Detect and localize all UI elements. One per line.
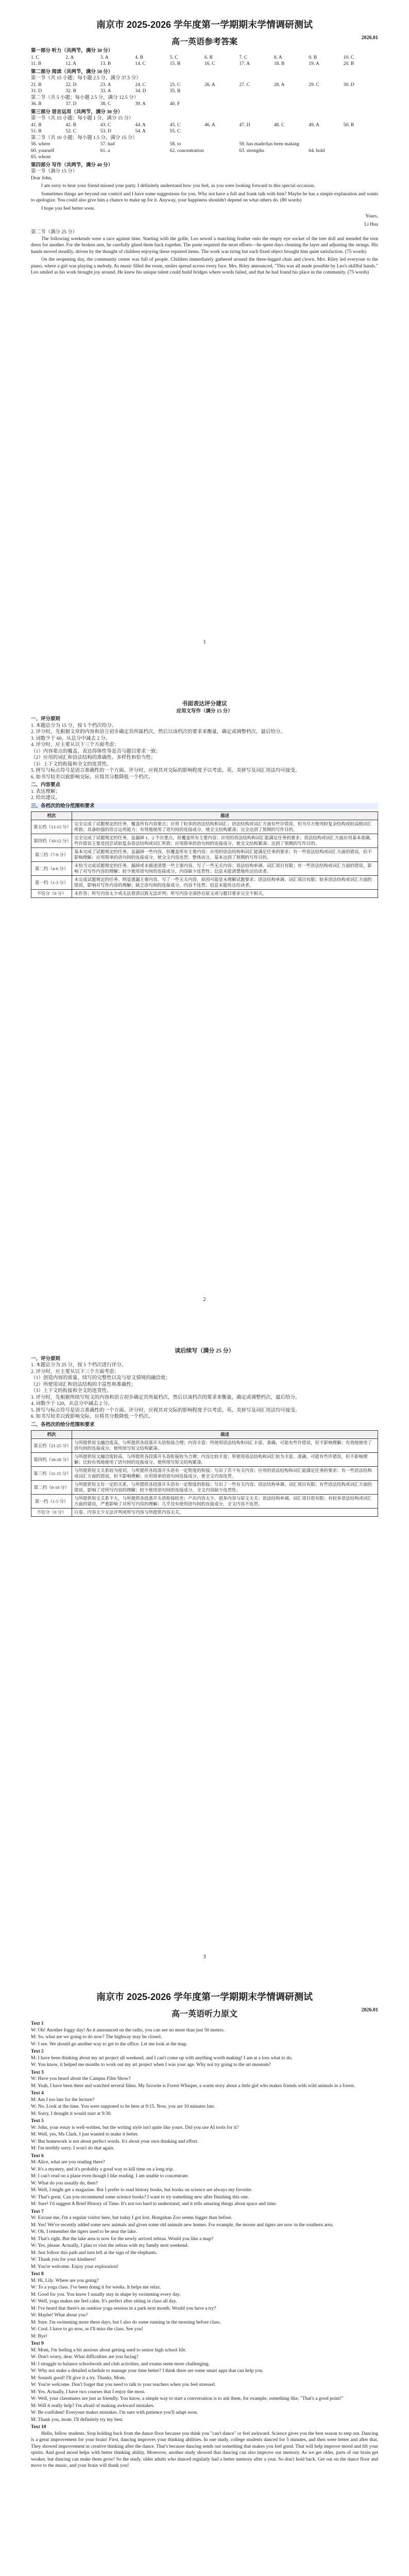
script-line: M: Just follow this path and turn left at the sign of the elephants. <box>31 2250 158 2256</box>
part3-answers-b <box>31 141 378 161</box>
level-cell: 第三档（11-15 分） <box>31 1467 72 1481</box>
script-line: W: No. Look at the time. You were supposed to be here at 9:15. Now, you are 10 minutes late. <box>31 2104 215 2109</box>
script-line: W: I see. We should go another way to get to the office. Let me look at the map. <box>31 2041 188 2047</box>
answer-item: 33. A <box>100 89 111 94</box>
script-text-3 <box>31 2070 378 2090</box>
answer-item: 2. A <box>65 55 74 60</box>
script-line: M: You're welcome. Enjoy your exploration! <box>31 2264 119 2269</box>
table-header-row <box>31 812 378 820</box>
rule-line: （3）上下文的衔接和全文的连贯性。 <box>31 761 112 767</box>
script-line: W: Oh, I remember the tigers used to be near the lake. <box>31 2229 137 2234</box>
script-line: W: Why not make a detailed schedule to manage your time better? I think there are some smart apps that can help you. <box>31 2368 264 2374</box>
answer-item: 62. concentration <box>169 148 204 154</box>
answer-item: 35. B <box>169 89 181 94</box>
table-row <box>31 1453 378 1467</box>
text-label: Text 4 <box>31 2091 44 2096</box>
answer-item: 18. B <box>274 61 285 66</box>
answer-item: 6. B <box>204 55 213 60</box>
part2-answers-a <box>31 82 378 95</box>
exam-date: 2026.01 <box>361 2007 378 2013</box>
desc-cell: 基本完成了试题规定的任务。虽漏掉一些内容，但覆盖所有主要内容；应用的语法结构和词汇能满足任务的要求；有一些语法结构或词汇方面的错误，但不影响理解；应用简单的语句间的连接成分，使全文内容连贯；整体而言，基本达到了预期的写作目的。 <box>72 848 378 862</box>
text-label: Text 8 <box>31 2272 44 2277</box>
text-label: Text 2 <box>31 2049 44 2054</box>
answer-item: 51. B <box>31 129 42 134</box>
part1-answers <box>31 55 378 67</box>
page-1 <box>0 0 409 657</box>
listening-title: 高一英语听力原文 <box>171 2010 237 2019</box>
answer-item: 32. B <box>65 89 76 94</box>
text-label: Text 9 <box>31 2341 44 2346</box>
answer-item: 26. A <box>204 82 215 88</box>
script-line: M: I can't read on a plane even though I like reading. I am unable to concentrate. <box>31 2174 189 2179</box>
letter-paragraph: I am sorry to hear your friend missed your party. I definitely understand how you feel, as you were looking forward to this special occasion. <box>41 183 315 189</box>
table-row <box>31 1495 378 1509</box>
listening-header <box>31 1990 378 2019</box>
level-cell: 第五档（13-15 分） <box>31 820 72 834</box>
script-line: W: Thank you for your kindness! <box>31 2257 96 2262</box>
part2-title: 第二部分 阅读（共两节，满分 50 分） <box>31 69 113 75</box>
script-line: W: Oh! Another foggy day! As it announced on the radio, you can see no more than just 50 meters. <box>31 2027 225 2033</box>
rubric-table <box>31 1430 378 1517</box>
script-text-5 <box>31 2118 378 2152</box>
part3-section2: 第二节（共 10 小题；每小题 1.5 分，满分 15 分） <box>31 135 138 141</box>
rule-line: 5. 拼写与标点符号是语言准确性的一个方面。评分时，应视其对交际的影响程度予以考虑。英、美拼写及词汇用法均可接受。 <box>31 1408 300 1413</box>
desc-cell: 与所提供短文关系不大，与所提供各段落开头语衔接较差；产出内容太少，很多内容与原文无关；语法结构单调、词汇项目很有限；有较多语法结构或词汇方面的错误，严重影响了对所写内容的理解；几乎没有使用语句间的连接成分，全文内容不连贯。 <box>72 1495 378 1509</box>
script-line: M: Yeah, I have been there and watched several films. My favorite is Forest Whisper, a warm story about a little girl who makes friends with wild animals in a forest. <box>31 2083 355 2089</box>
script-line: M: Yes. Actually, I have two courses that I enjoy the most. <box>31 2389 145 2395</box>
rule-line: （1）创造内容的质量、续写的完整性以及与原文情境的融洽度； <box>31 1376 171 1381</box>
rule-line: 4. 评分时，应主要从以下三个方面考虑： <box>31 742 120 748</box>
script-line: M: Am I too late for the lecture? <box>31 2097 95 2103</box>
script-line: M: So, what are we going to do now? The highway may be closed. <box>31 2035 162 2040</box>
script-line: M: Sure! I'd suggest A Brief History of Time. It's not too hard to understand, and it tells amazing things about space and time. <box>31 2201 277 2207</box>
part2-answers-b <box>31 101 378 108</box>
part3-title: 第三部分 语言运用（共两节，满分 30 分） <box>31 109 123 115</box>
level-cell: 不给分（0 分） <box>31 890 72 898</box>
script-text-1 <box>31 2021 378 2047</box>
answer-item: 10. C <box>343 55 354 60</box>
rule-line: 6. 如书写较差以致影响交际，应将其分数降低一个档次。 <box>31 774 154 780</box>
table-row <box>31 1439 378 1453</box>
points-heading: 二、内容要点 <box>31 783 61 788</box>
scoring-title: 读后续写（满分 25 分） <box>175 1348 234 1354</box>
script-line: W: It's a mystery, and it's probably a good way to kill time on a long trip. <box>31 2166 174 2172</box>
desc-cell: 未恰当完成试题规定的任务。漏掉或未描述清楚一些主要内容，写了一些无关内容；语法结构单调、词汇项目有限；有一些语法结构或词汇方面的错误，影响了对写作内容的理解；较少使用语句间的连接成分，内容缺少连贯性；信息未能清楚地传达给读者。 <box>72 862 378 876</box>
answer-item: 61. a <box>100 148 110 154</box>
level-cell: 第四档（10-12 分） <box>31 834 72 848</box>
page-number: 3 <box>203 1954 206 1960</box>
script-line: M: Alice, what are you reading there? <box>31 2160 105 2165</box>
script-line: W: Maybe! What about you? <box>31 2313 88 2318</box>
script-line: W: Have you heard about the Campus Film Show? <box>31 2076 131 2081</box>
text-label: Text 6 <box>31 2153 44 2159</box>
table-row <box>31 890 378 898</box>
answer-key <box>31 46 378 278</box>
table-row <box>31 862 378 876</box>
answer-item: 49. A <box>309 122 319 128</box>
script-line: W: Yes, please. Actually, I plan to visit the zebras with my family next weekend. <box>31 2243 189 2248</box>
part1-title: 第一部分 听力（共两节，满分 30 分） <box>31 48 113 54</box>
rule-line: 3. 评分时，先根据所续写短文的内容和语言初步确定其所属档次，然后以该档次的要求来衡量，确定或调整档次，最后给分。 <box>31 1395 300 1400</box>
answer-item: 22. D <box>65 82 77 88</box>
page-number: 2 <box>203 1296 206 1302</box>
answer-item: 24. C <box>135 82 146 88</box>
script-text-4 <box>31 2090 378 2117</box>
level-cell: 第二档（6-10 分） <box>31 1481 72 1495</box>
answer-item: 21. B <box>31 82 42 88</box>
table-header-row <box>31 1431 378 1439</box>
script-line: W: Well, yoga makes me feel calm. It's perfect after sitting in class all day. <box>31 2299 177 2304</box>
part4-section2: 第二节（满分 25 分） <box>31 230 78 235</box>
script-line: Hello, fellow students. Stop holding back from the dance floor because you think you "can't dance" or feel awkward. Science gives you the best reason to step out. Dancing is a great improvement for your brain! First, dancing improves your thinking abilities. In one study, college students danced for 5 minutes, and then were better and after that. They showed improvement in creative thinking after the dance. That's because dancing sends out something that makes you feel good. That will help improve mood and lift your spirits. And good mood helps with better thinking ability. Moreover, another study showed that dancing can also improve our memory. As we get older, parts of our brain get weaker, but dancing can make them grow! So the study, older adults who danced regularly had a better memory after a year. So don't hold back. Get out on the dance floor and move to the music, and your brain will thank you! <box>31 2431 378 2468</box>
answer-item: 16. C <box>204 61 215 66</box>
rule-line: （2）所使用词汇和语法结构的丰富性和准确性； <box>31 1382 137 1387</box>
answer-item: 14. C <box>135 61 146 66</box>
answer-item: 54. A <box>135 129 146 134</box>
script-line: M: Sounds good! I'll give it a try. Thanks, Mom. <box>31 2375 126 2381</box>
point-line: 2. 给出建议。 <box>31 795 61 801</box>
level-cell: 第二档（4-6 分） <box>31 862 72 876</box>
level-cell: 第四档（16-20 分） <box>31 1453 72 1467</box>
desc-cell: 完全完成了试题规定的任务。虽漏掉 1、2 个次重点，但覆盖所有主要内容；应用的语法结构和词汇能满足任务的要求；语法结构或词汇方面应用基本准确，些许错误主要是因尝试较复杂语法结构或词汇所致；应用简单的语句间的连接成分，使全文结构紧凑；达到了预期的写作目的。 <box>72 834 378 848</box>
desc-cell: 白卷、内容太少无法评判或所写内容与所提供内容无关。 <box>72 1509 378 1517</box>
desc-cell: 与所提供短文关系较为密切，与所提供各段落开头语有一定程度的衔接；写出了若干有关内容；应用的语法结构和词汇能满足任务的要求；有一些语法结构或词汇方面的错误，但不影响理解；应用简单的语句间连接成分，使全文内容连贯。 <box>72 1467 378 1481</box>
rule-line: （1）内容要点的覆盖、表达得体性等是否与题目要求一致； <box>31 749 161 754</box>
answer-item: 25. C <box>169 82 181 88</box>
script-line: M: I struggle to balance schoolwork and club activities, and exams seem more challenging. <box>31 2361 210 2367</box>
script-line: W: Don't worry, dear. What difficulties are you facing? <box>31 2354 139 2360</box>
script-line: M: That's right. But the lake area is now for the newly arrived zebras. Would you like a map? <box>31 2236 214 2242</box>
level-cell: 第三档（7-9 分） <box>31 848 72 862</box>
answer-item: 50. B <box>343 122 354 128</box>
script-line: W: Be confident! Everyone makes mistakes. I'm sure with patience you'll adapt soon. <box>31 2410 198 2415</box>
level-cell: 第一档（1-5 分） <box>31 1495 72 1509</box>
answer-item: 28. A <box>274 82 285 88</box>
answers-header <box>31 18 378 47</box>
answer-item: 60. yourself <box>31 148 55 154</box>
script-line: M: Thank you, mom. I'll definitely try my best. <box>31 2417 124 2422</box>
rule-line: 2. 评分时，应主要从以下三个方面考虑： <box>31 1369 120 1375</box>
script-line: W: But homework is not about perfect words. It's about your own thinking and effort. <box>31 2139 199 2144</box>
answer-item: 55. C <box>169 129 181 134</box>
answer-item: 9. B <box>309 55 317 60</box>
column-header: 档次 <box>31 812 72 820</box>
script-text-9 <box>31 2341 378 2423</box>
script-line: W: Well, your classmates are just as friendly. You know, a simple way to start a conversation is to ask them, for example, something like, "That's a good point!" <box>31 2396 344 2401</box>
continuation-paragraph: The following weekends were a race against time. Starting with the grille, Leo sewed a matching feather onto the empty eye socket of the tree doll and mended the torn dress for another. For the broken arm, he carefully glued them back together. The paste required the most efforts—he spent days cleaning the layer and adjusting the strings. His hands moved steadily, driven by the thought of children enjoying these repaired items. The work was tiring but each fixed object brought him quiet satisfaction. (75 words) <box>31 236 378 255</box>
column-header: 描述 <box>72 1431 378 1439</box>
answer-item: 45. C <box>169 122 181 128</box>
desc-cell: 与所提供短文有一定的关系，与所提供各段落开头语有一定程度的衔接；写出了一些有关内容；语法结构单调、词汇项目有限；有些语法结构或词汇方面的错误，影响了对所写内容的理解；较少使用语句间的连接成分，全文内容缺少连贯性。 <box>72 1481 378 1495</box>
table-row <box>31 820 378 834</box>
letter-close: Yours, <box>365 214 378 219</box>
table-row <box>31 834 378 848</box>
exam-date: 2026.01 <box>361 35 378 41</box>
answer-item: 39. A <box>135 101 146 107</box>
answer-item: 13. B <box>100 61 111 66</box>
exam-title: 南京市 2025-2026 学年度第一学期期末学情调研测试 <box>96 1992 313 2002</box>
script-text-10 <box>31 2424 378 2469</box>
answer-item: 19. A <box>309 61 319 66</box>
page-number: 1 <box>203 639 206 645</box>
script-line: M: I've heard that there's an outdoor yoga session in a park next month. Would you have a try? <box>31 2306 216 2311</box>
script-line: W: That's great. Can you recommend some science books? I want to try something new after finishing this one. <box>31 2194 249 2200</box>
rule-line: 6. 如书写较差以致影响交际，应将其分数降低一个档次。 <box>31 1414 154 1419</box>
desc-cell: 未完成试题规定的任务。明显遗漏主要内容，写了一些无关内容，原因可能是未理解试题要求；语法结构单调、词汇项目有限；较多语法结构或词汇方面的错误，影响对写作内容的理解；缺乏语句间的连接成分，内容不连贯；信息未能传达给读者。 <box>72 876 378 890</box>
page-4 <box>0 1972 409 2576</box>
script-line: M: Mom, I'm feeling a bit anxious about getting used to senior high school life. <box>31 2347 186 2353</box>
answer-item: 30. D <box>343 82 354 88</box>
answer-item: 8. A <box>274 55 282 60</box>
answer-item: 1. C <box>31 55 39 60</box>
answer-item: 17. A <box>239 61 250 66</box>
desc-cell: 与所提供短文融洽度较高，与所提供各段落开头语衔接较为合理；内容比较丰富；所使用语法结构和词汇较为丰富、准确，可能有些许错误，但不影响理解；比较有效地使用了语句间的连接成分，使所续写短文结构紧凑。 <box>72 1453 378 1467</box>
script-line: M: Good for you. You know I usually stay in shape by swimming every day. <box>31 2292 181 2297</box>
desc-cell: 未作答；所写内容太少或无法看清以致无法评判；所写内容全部抄自原文或与题目要求完全不相关。 <box>72 890 378 898</box>
page-3 <box>0 1315 409 1972</box>
answer-item: 34. D <box>135 89 146 94</box>
answer-item: 53. D <box>100 129 111 134</box>
answer-item: 41. B <box>31 122 42 128</box>
answer-item: 58. to <box>169 142 181 147</box>
script-line: M: I'm terribly sorry. I won't do that again. <box>31 2146 115 2151</box>
script-line: W: What do you usually do, then? <box>31 2180 98 2186</box>
rule-line: （3）上下文的衔接和全文的连贯性。 <box>31 1388 112 1394</box>
page-2 <box>0 657 409 1315</box>
answer-item: 11. B <box>31 61 42 66</box>
text-label: Text 3 <box>31 2070 44 2075</box>
answer-item: 40. F <box>169 101 180 107</box>
answer-item: 15. B <box>169 61 181 66</box>
answer-item: 57. had <box>100 142 115 147</box>
levels-heading: 二、各档次的给分范围和要求 <box>31 1422 95 1428</box>
answer-item: 20. B <box>343 61 354 66</box>
desc-cell: 完全完成了试题规定的任务。覆盖所有内容要点；应用了较多的语法结构和词汇；语法结构或词汇方面有些许错误，但为尽力使用较复杂结构或较高级词汇所致；具备较强的语言运用能力；有效地使用了语句间的连接成分，使全文结构紧凑；完全达到了预期的写作目的。 <box>72 820 378 834</box>
point-line: 1. 表达理解； <box>31 789 61 794</box>
script-text-6 <box>31 2153 378 2208</box>
answer-item: 4. B <box>135 55 144 60</box>
script-line: W: John, your essay is well-written, but the writing style isn't quite like yours. Did you use AI tools for it? <box>31 2125 239 2130</box>
script-line: M: Will it really help? I'm afraid of making awkward mistakes. <box>31 2403 155 2409</box>
part2-section2: 第二节（共 5 小题；每小题 2.5 分，满分 12.5 分） <box>31 95 139 100</box>
scoring-guide-2 <box>31 1346 378 1517</box>
answer-item: 5. C <box>169 55 178 60</box>
table-row <box>31 848 378 862</box>
rule-line: 1. 本题总分为 15 分，按 5 个档次给分。 <box>31 723 117 728</box>
answer-item: 59. has made/has been making <box>239 142 299 147</box>
column-header: 档次 <box>31 1431 72 1439</box>
answer-item: 63. strengths <box>239 148 264 154</box>
continuation-paragraph: On the reopening day, the community center was full of people. Children immediately gathered around the three-legged chair and clown. Mrs. Riley led everyone to the piano, where a girl was playing a melody. As music filled the room, smiles spread across every face. Mrs. Riley announced, "This was all made possible by Leo's skillful hands." Leo smiled as his work brought joy around. He knew his unique talent could build bridges where words failed, and that he had found his place in the community. (75 words) <box>31 257 378 275</box>
table-row <box>31 876 378 890</box>
desc-cell: 与所提供短文融洽度高，与所提供各段落开头语衔接合理；内容丰富；所使用语法结构和词汇丰富、准确，可能有些许错误，但不影响理解；有效地使用了语句间的连接成分，使所续写短文结构紧凑。 <box>72 1439 378 1453</box>
answer-item: 48. C <box>274 122 285 128</box>
text-label: Text 10 <box>31 2425 46 2430</box>
script-line: M: Yes! We've recently added some new animals and given some old animals new homes. For example, the moose and tigers are now in the southern area. <box>31 2222 334 2228</box>
script-line: M: Bye! <box>31 2333 47 2339</box>
answer-item: 42. B <box>65 122 76 128</box>
letter-paragraph: I hope you feel better soon. <box>41 206 95 211</box>
letter-paragraph: Sometimes things are beyond our control and I have some suggestions for you. Why not have a full and frank talk with him? Maybe he has a simple explanation and wants to apologize. You could also give him a chance to make up for it. Anyway, your happiness shouldn't depend on what others do. (80 words) <box>31 191 378 203</box>
answer-item: 23. A <box>100 82 111 88</box>
script-line: M: Sure. I'm swimming more these days, but I also do some running in the morning before class. <box>31 2319 221 2325</box>
script-text-8 <box>31 2271 378 2340</box>
rule-line: 1. 本题总分为 25 分，按 5 个档次进行评分。 <box>31 1363 127 1368</box>
rule-line: 3. 词数少于 60，从总分中减去 2 分。 <box>31 736 111 741</box>
rule-line: 4. 词数少于 120，从总分中减去 2 分。 <box>31 1401 113 1406</box>
answer-item: 38. C <box>100 101 111 107</box>
part2-section1: 第一节（共 15 小题；每小题 2.5 分，满分 37.5 分） <box>31 76 141 81</box>
levels-heading: 三、各档次的给分范围和要求 <box>31 803 378 810</box>
answer-item: 31. D <box>31 89 42 94</box>
part4-section1: 第一节（满分 15 分） <box>31 169 78 174</box>
script-line: W: You're welcome. Don't forget that you need to talk to your teachers when you feel stressed. <box>31 2382 216 2387</box>
script-line: M: Well, yes, Ms Clark. I just wanted to make it better. <box>31 2132 139 2137</box>
script-line: M: Sorry, I thought it would start at 9:30. <box>31 2111 112 2116</box>
script-line: W: To a yoga class. I've been doing it for weeks. It helps me relax. <box>31 2285 161 2290</box>
answers-title: 高一英语参考答案 <box>171 38 237 46</box>
rule-line: （2）应用的词汇和语法结构的准确性、多样性和恰当性； <box>31 755 156 760</box>
table-row <box>31 1467 378 1481</box>
answer-item: 3. A <box>100 55 109 60</box>
rules-heading: 一、评分原则 <box>31 1356 61 1362</box>
script-line: M: Hi, Lily. Where are you going? <box>31 2278 99 2283</box>
table-row <box>31 1481 378 1495</box>
script-line: M: Well, I might get a magazine. But I prefer to read history books, but books on science are always my favorite. <box>31 2188 252 2193</box>
listening-script <box>31 2020 378 2470</box>
answer-item: 43. C <box>100 122 111 128</box>
part3-answers-a <box>31 122 378 135</box>
answer-item: 29. C <box>309 82 319 88</box>
answer-item: 64. hold <box>309 148 325 154</box>
answer-item: 65. whose <box>31 155 51 160</box>
rubric-table <box>31 811 378 898</box>
column-header: 描述 <box>72 812 378 820</box>
scoring-title: 书面表达评分建议 <box>182 701 227 707</box>
script-line: M: I have been thinking about my art project all weekend, and I can't come up with anything worth making! I am at a loss what to do. <box>31 2055 293 2061</box>
script-line: W: Excuse me, I'm a regular visitor here, but today I got lost. Hongshan Zoo seems bigger than before. <box>31 2215 232 2221</box>
answer-item: 36. B <box>31 101 42 107</box>
answer-item: 47. D <box>239 122 250 128</box>
part4-title: 第四部分 写作（共两节，满分 40 分） <box>31 162 113 168</box>
level-cell: 第五档（21-25 分） <box>31 1439 72 1453</box>
level-cell: 第一档（1-3 分） <box>31 876 72 890</box>
answer-item: 56. where <box>31 142 50 147</box>
text-label: Text 7 <box>31 2209 44 2214</box>
rules-heading: 一、评分原则 <box>31 717 61 722</box>
letter-signature: Li Hua <box>364 222 378 227</box>
part3-section1: 第一节（共 15 小题；每小题 1 分，满分 15 分） <box>31 116 134 121</box>
answer-item: 46. A <box>204 122 215 128</box>
letter-greeting: Dear John, <box>31 175 53 181</box>
text-label: Text 1 <box>31 2021 44 2026</box>
exam-title: 南京市 2025-2026 学年度第一学期期末学情调研测试 <box>96 20 313 30</box>
script-text-2 <box>31 2048 378 2069</box>
text-label: Text 5 <box>31 2119 44 2124</box>
table-row <box>31 1509 378 1517</box>
answer-item: 37. D <box>65 101 77 107</box>
answer-item: 27. C <box>239 82 250 88</box>
scoring-guide-1 <box>31 699 378 898</box>
script-line: W: Cool. I have to go now, or I'll miss the class. See you! <box>31 2327 144 2332</box>
rule-line: 5. 拼写与标点符号是语言准确性的一个方面。评分时，应视其对交际的影响程度予以考虑。英、美拼写及词汇用法均可接受。 <box>31 768 300 773</box>
answer-item: 12. A <box>65 61 76 66</box>
answer-item: 44. A <box>135 122 146 128</box>
script-text-7 <box>31 2209 378 2270</box>
scoring-subtitle: 应用文写作（满分 15 分） <box>176 708 233 714</box>
rule-line: 2. 评分时，先根据文章的内容和语言初步确定其所属档次，然后以该档次的要求来衡量，确定或调整档次，最后给分。 <box>31 730 286 735</box>
level-cell: 不给分（0 分） <box>31 1509 72 1517</box>
answer-item: 7. C <box>239 55 248 60</box>
answer-item: 52. C <box>65 129 76 134</box>
script-line: W: You know, it helped me months to work out my art project when I was your age. Why not try going to the art museum? <box>31 2062 271 2067</box>
